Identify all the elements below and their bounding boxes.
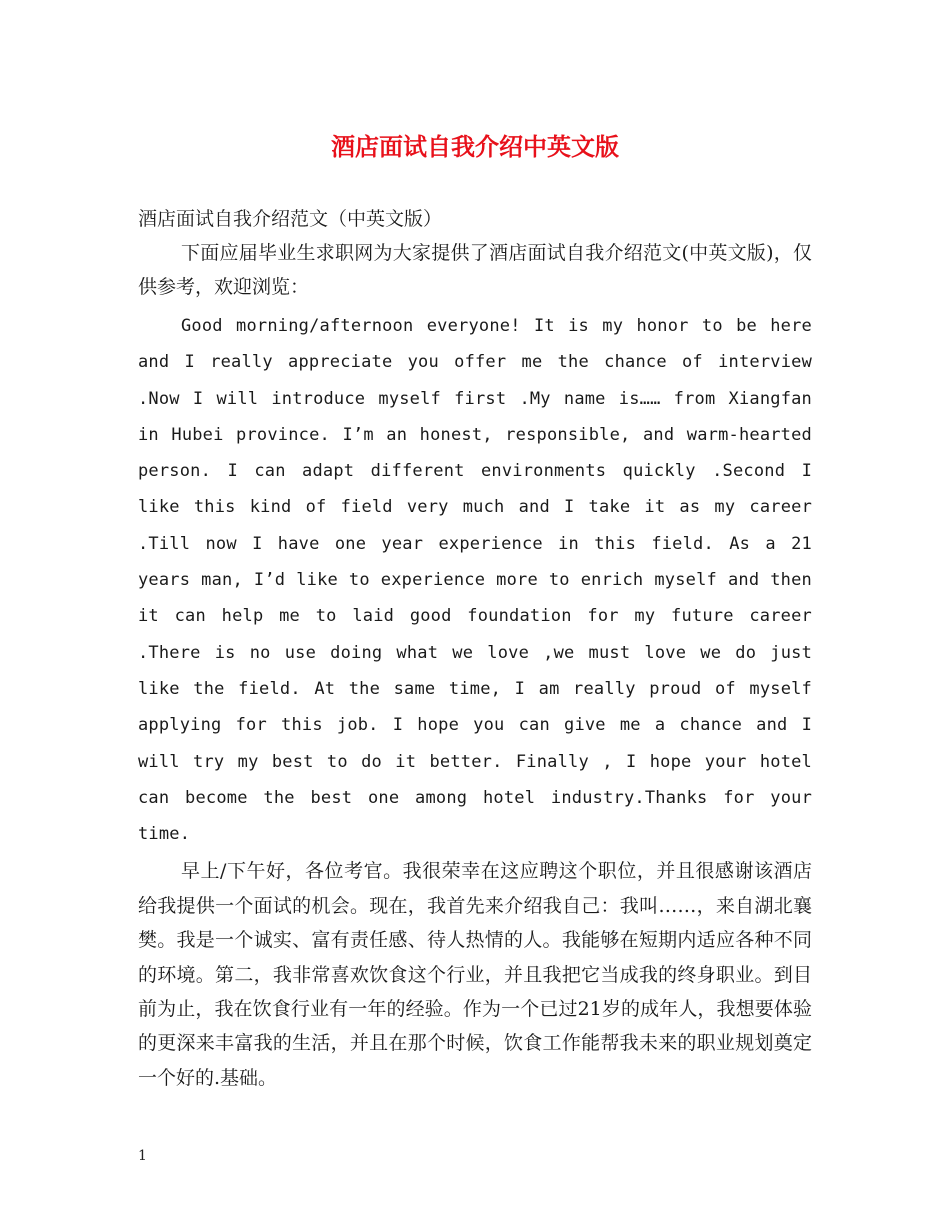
document-body [138,202,812,1095]
document-title: 酒店面试自我介绍中英文版 [331,132,619,161]
chinese-self-introduction: 早上/下午好，各位考官。我很荣幸在这应聘这个职位，并且很感谢该酒店给我提供一个面试的机会。现在，我首先来介绍我自己：我叫……，来自湖北襄樊。我是一个诚实、富有责任感、待人热情的人。我能够在短期内适应各种不同的环境。第二，我非常喜欢饮食这个行业，并且我把它当成我的终身职业。到目前为止，我在饮食行业有一年的经验。作为一个已过21岁的成年人，我想要体验的更深来丰富我的生活，并且在那个时候，饮食工作能帮我未来的职业规划奠定一个好的.基础。 [138,860,812,1089]
intro-paragraph: 下面应届毕业生求职网为大家提供了酒店面试自我介绍范文(中英文版)，仅供参考，欢迎浏览： [138,242,812,298]
english-self-introduction: Good morning/afternoon everyone! It is my honor to be here and I really appreciate you offer me the chance of interview .Now I will introduce myself first .My name is…… from Xiangfan in Hubei province. I’m an honest, responsible, and warm-hearted person. I can adapt different environments quickly .Second I like this kind of field very much and I take it as my career .Till now I have one year experience in this field. As a 21 years man, I’d like to experience more to enrich myself and then it can help me to laid good foundation for my future career .There is no use doing what we love ,we must love we do just like the field. At the same time, I am really proud of myself applying for this job. I hope you can give me a chance and I will try my best to do it better. Finally , I hope your hotel can become the best one among hotel industry.Thanks for your time. [138,316,812,845]
document-subtitle: 酒店面试自我介绍范文（中英文版） [138,208,443,230]
page-number: 1 [138,1148,147,1164]
